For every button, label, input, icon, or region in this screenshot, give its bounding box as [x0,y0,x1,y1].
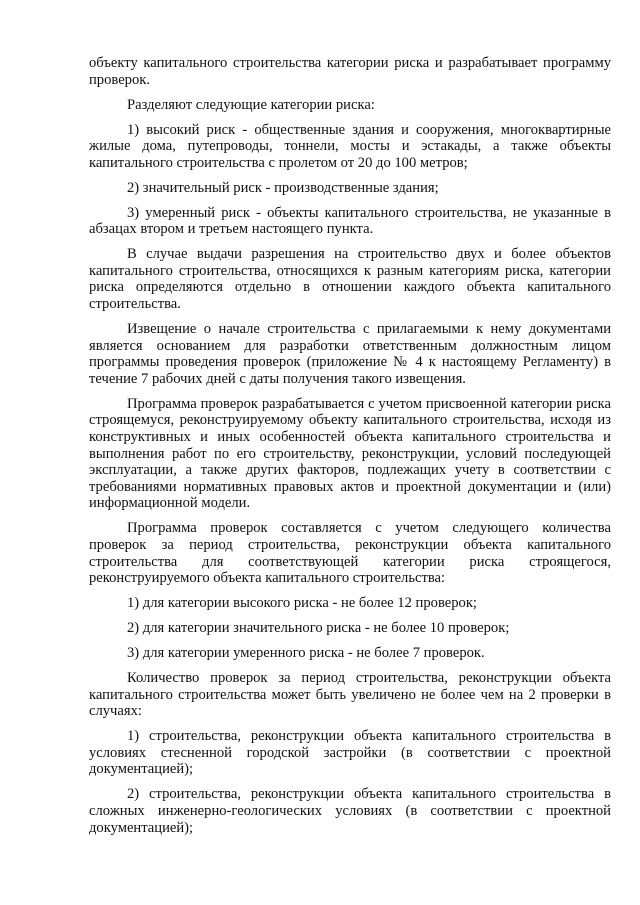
paragraph-continuation: объекту капитального строительства категории риска и разрабатывает программу проверок. [89,55,611,88]
paragraph-increase-inspections: Количество проверок за период строительства, реконструкции объекта капитального строительства может быть увеличено не более чем на 2 проверки в случаях: [89,670,611,720]
paragraph-inspection-count-intro: Программа проверок составляется с учетом следующего количества проверок за период строительства, реконструкции объекта капитального строительства для соответствующей категории риска строящегося, реконструируемого объекта капитального строительства: [89,520,611,587]
paragraph-high-risk-inspections: 1) для категории высокого риска - не более 12 проверок; [127,595,477,612]
paragraph-significant-risk-inspections: 2) для категории значительного риска - не более 10 проверок; [127,620,510,637]
paragraph-moderate-risk: 3) умеренный риск - объекты капитального строительства, не указанные в абзацах втором и третьем настоящего пункта. [89,204,611,238]
paragraph-inspection-program-development: Программа проверок разрабатывается с учетом присвоенной категории риска строящемуся, реконструируемому объекту капитального строительства, исходя из конструктивных и иных особенностей объекта капитального строительства и выполнения работ по его строительству, реконструкции, условий последующей эксплуатации, а также других факторов, подлежащих учету в соответствии с требованиями нормативных правовых актов и проектной документации и (или) информационной модели. [89,395,611,512]
paragraph-moderate-risk-inspections: 3) для категории умеренного риска - не более 7 проверок. [127,645,485,662]
paragraph-complex-geology: 2) строительства, реконструкции объекта капитального строительства в сложных инженерно-геологических условиях (в соответствии с проектной документацией); [89,786,611,836]
paragraph-multiple-objects: В случае выдачи разрешения на строительство двух и более объектов капитального строительства, относящихся к разным категориям риска, категории риска определяются отдельно в отношении каждого объекта капитального строительства. [89,246,611,313]
document-page [89,55,611,836]
paragraph-significant-risk: 2) значительный риск - производственные здания; [127,179,439,196]
paragraph-dense-urban-development: 1) строительства, реконструкции объекта капитального строительства в условиях стесненной городской застройки (в соответствии с проектной документацией); [89,728,611,778]
paragraph-risk-categories-intro: Разделяют следующие категории риска: [127,96,375,113]
paragraph-notice-of-construction: Извещение о начале строительства с прилагаемыми к нему документами является основанием для разработки ответственным должностным лицом программы проведения проверок (приложение № 4 к настоящему Регламенту) в течение 7 рабочих дней с даты получения такого извещения. [89,321,611,387]
paragraph-high-risk: 1) высокий риск - общественные здания и сооружения, многоквартирные жилые дома, путепроводы, тоннели, мосты и эстакады, а также объекты капитального строительства с пролетом от 20 до 100 метров; [89,121,611,171]
